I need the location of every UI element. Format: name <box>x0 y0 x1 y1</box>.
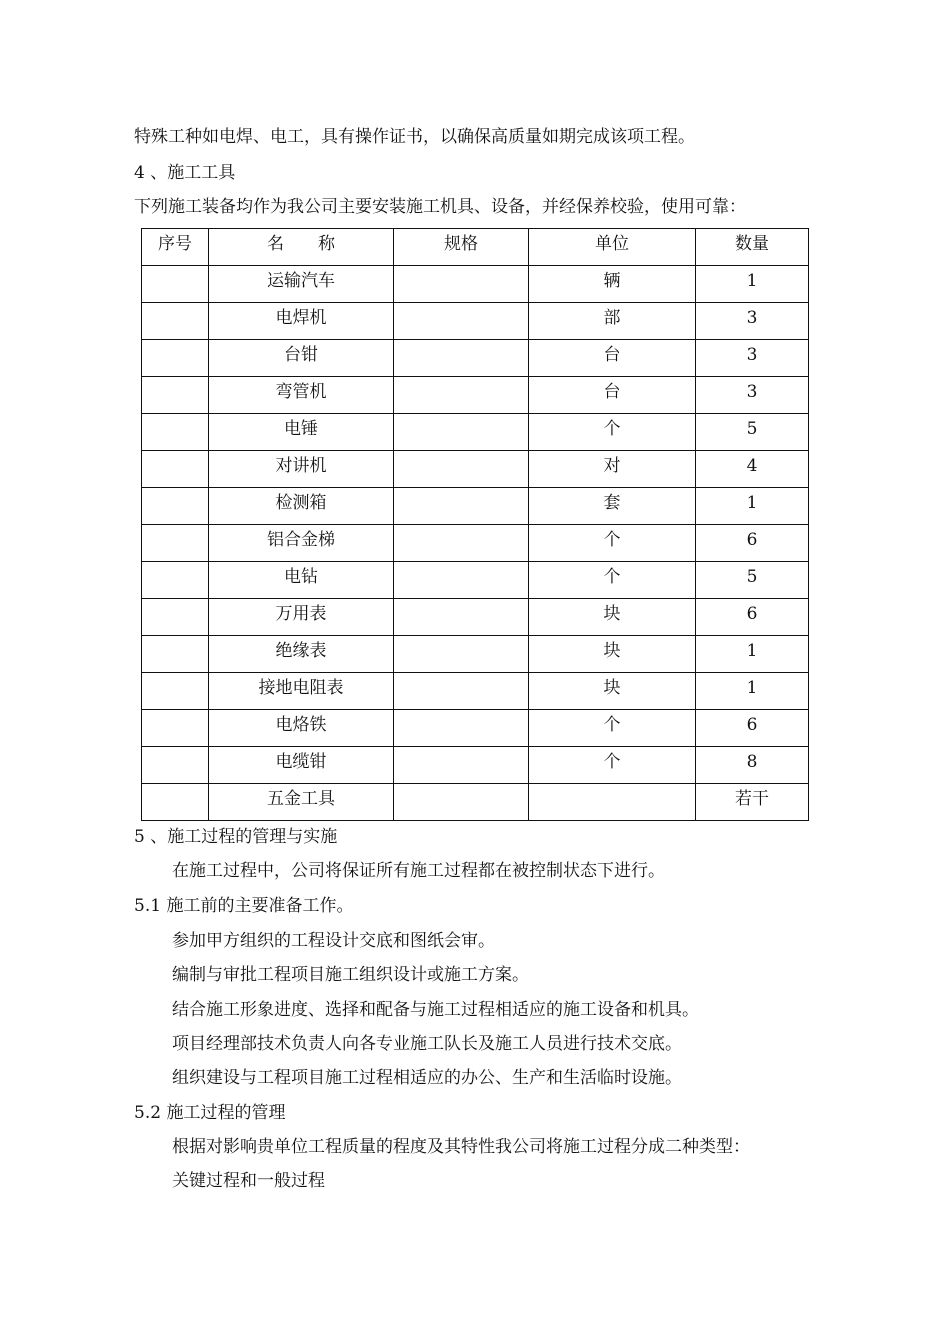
cell-qty: 3 <box>696 340 809 377</box>
table-row <box>142 266 809 303</box>
cell-spec <box>394 747 529 784</box>
cell-spec <box>394 562 529 599</box>
cell-qty: 8 <box>696 747 809 784</box>
cell-spec <box>394 451 529 488</box>
cell-unit: 块 <box>529 673 696 710</box>
cell-no <box>142 266 209 303</box>
cell-name: 电烙铁 <box>209 710 394 747</box>
prep-item: 项目经理部技术负责人向各专业施工队长及施工人员进行技术交底。 <box>172 1034 682 1054</box>
cell-qty: 6 <box>696 599 809 636</box>
cell-unit <box>529 784 696 821</box>
cell-qty: 1 <box>696 266 809 303</box>
cell-name: 运输汽车 <box>209 266 394 303</box>
section-5-2-title: 5.2 施工过程的管理 <box>134 1103 286 1123</box>
cell-qty: 1 <box>696 673 809 710</box>
cell-qty: 1 <box>696 488 809 525</box>
cell-name: 电缆钳 <box>209 747 394 784</box>
cell-qty: 3 <box>696 377 809 414</box>
cell-qty: 1 <box>696 636 809 673</box>
cell-unit: 个 <box>529 414 696 451</box>
cell-name: 电锤 <box>209 414 394 451</box>
cell-qty: 5 <box>696 562 809 599</box>
cell-spec <box>394 303 529 340</box>
cell-no <box>142 377 209 414</box>
cell-spec <box>394 488 529 525</box>
cell-unit: 块 <box>529 636 696 673</box>
cell-unit: 块 <box>529 599 696 636</box>
cell-qty: 6 <box>696 525 809 562</box>
cell-unit: 个 <box>529 747 696 784</box>
prep-item: 组织建设与工程项目施工过程相适应的办公、生产和生活临时设施。 <box>172 1068 682 1088</box>
cell-no <box>142 525 209 562</box>
cell-no <box>142 673 209 710</box>
table-row <box>142 525 809 562</box>
cell-name: 万用表 <box>209 599 394 636</box>
table-row <box>142 303 809 340</box>
section-5-2-paragraph: 根据对影响贵单位工程质量的程度及其特性我公司将施工过程分成二种类型： <box>172 1137 750 1157</box>
table-row <box>142 488 809 525</box>
cell-unit: 台 <box>529 340 696 377</box>
cell-name: 铝合金梯 <box>209 525 394 562</box>
cell-spec <box>394 340 529 377</box>
section-4-lead: 下列施工装备均作为我公司主要安装施工机具、设备，并经保养校验，使用可靠： <box>134 197 746 217</box>
cell-unit: 个 <box>529 525 696 562</box>
prep-item: 编制与审批工程项目施工组织设计或施工方案。 <box>172 965 529 985</box>
section-5-1-title: 5.1 施工前的主要准备工作。 <box>134 896 354 916</box>
section-5-paragraph: 在施工过程中，公司将保证所有施工过程都在被控制状态下进行。 <box>172 861 665 881</box>
cell-name: 电钻 <box>209 562 394 599</box>
cell-spec <box>394 599 529 636</box>
cell-name: 绝缘表 <box>209 636 394 673</box>
cell-spec <box>394 710 529 747</box>
table-row <box>142 340 809 377</box>
section-5-title: 5 、施工过程的管理与实施 <box>134 827 338 847</box>
cell-no <box>142 488 209 525</box>
table-row <box>142 377 809 414</box>
cell-name: 电焊机 <box>209 303 394 340</box>
table-row <box>142 784 809 821</box>
intro-paragraph: 特殊工种如电焊、电工，具有操作证书，以确保高质量如期完成该项工程。 <box>134 127 695 147</box>
cell-no <box>142 303 209 340</box>
table-row <box>142 562 809 599</box>
cell-name: 弯管机 <box>209 377 394 414</box>
table-row <box>142 636 809 673</box>
cell-spec <box>394 266 529 303</box>
cell-qty: 3 <box>696 303 809 340</box>
table-row <box>142 414 809 451</box>
cell-no <box>142 562 209 599</box>
cell-spec <box>394 414 529 451</box>
prep-item: 参加甲方组织的工程设计交底和图纸会审。 <box>172 931 495 951</box>
cell-name: 接地电阻表 <box>209 673 394 710</box>
header-spec: 规格 <box>394 229 529 266</box>
cell-spec <box>394 377 529 414</box>
cell-spec <box>394 525 529 562</box>
cell-unit: 部 <box>529 303 696 340</box>
header-name: 名 称 <box>209 229 394 266</box>
cell-spec <box>394 784 529 821</box>
cell-name: 五金工具 <box>209 784 394 821</box>
cell-spec <box>394 636 529 673</box>
cell-no <box>142 747 209 784</box>
header-qty: 数量 <box>696 229 809 266</box>
cell-name: 检测箱 <box>209 488 394 525</box>
cell-spec <box>394 673 529 710</box>
cell-no <box>142 636 209 673</box>
cell-name: 台钳 <box>209 340 394 377</box>
cell-name: 对讲机 <box>209 451 394 488</box>
section-4-title: 4 、施工工具 <box>134 163 236 183</box>
cell-no <box>142 599 209 636</box>
table-row <box>142 673 809 710</box>
cell-qty: 4 <box>696 451 809 488</box>
cell-unit: 个 <box>529 562 696 599</box>
cell-no <box>142 451 209 488</box>
table-row <box>142 451 809 488</box>
header-unit: 单位 <box>529 229 696 266</box>
cell-no <box>142 340 209 377</box>
cell-unit: 台 <box>529 377 696 414</box>
table-header-row <box>142 229 809 266</box>
cell-no <box>142 710 209 747</box>
cell-qty: 6 <box>696 710 809 747</box>
section-5-2-paragraph-2: 关键过程和一般过程 <box>172 1171 325 1191</box>
cell-unit: 个 <box>529 710 696 747</box>
cell-qty: 若干 <box>696 784 809 821</box>
table-row <box>142 747 809 784</box>
header-no: 序号 <box>142 229 209 266</box>
cell-unit: 对 <box>529 451 696 488</box>
cell-unit: 套 <box>529 488 696 525</box>
cell-unit: 辆 <box>529 266 696 303</box>
prep-item: 结合施工形象进度、选择和配备与施工过程相适应的施工设备和机具。 <box>172 1000 699 1020</box>
tools-table <box>141 228 809 821</box>
cell-qty: 5 <box>696 414 809 451</box>
table-row <box>142 710 809 747</box>
cell-no <box>142 414 209 451</box>
cell-no <box>142 784 209 821</box>
table-row <box>142 599 809 636</box>
